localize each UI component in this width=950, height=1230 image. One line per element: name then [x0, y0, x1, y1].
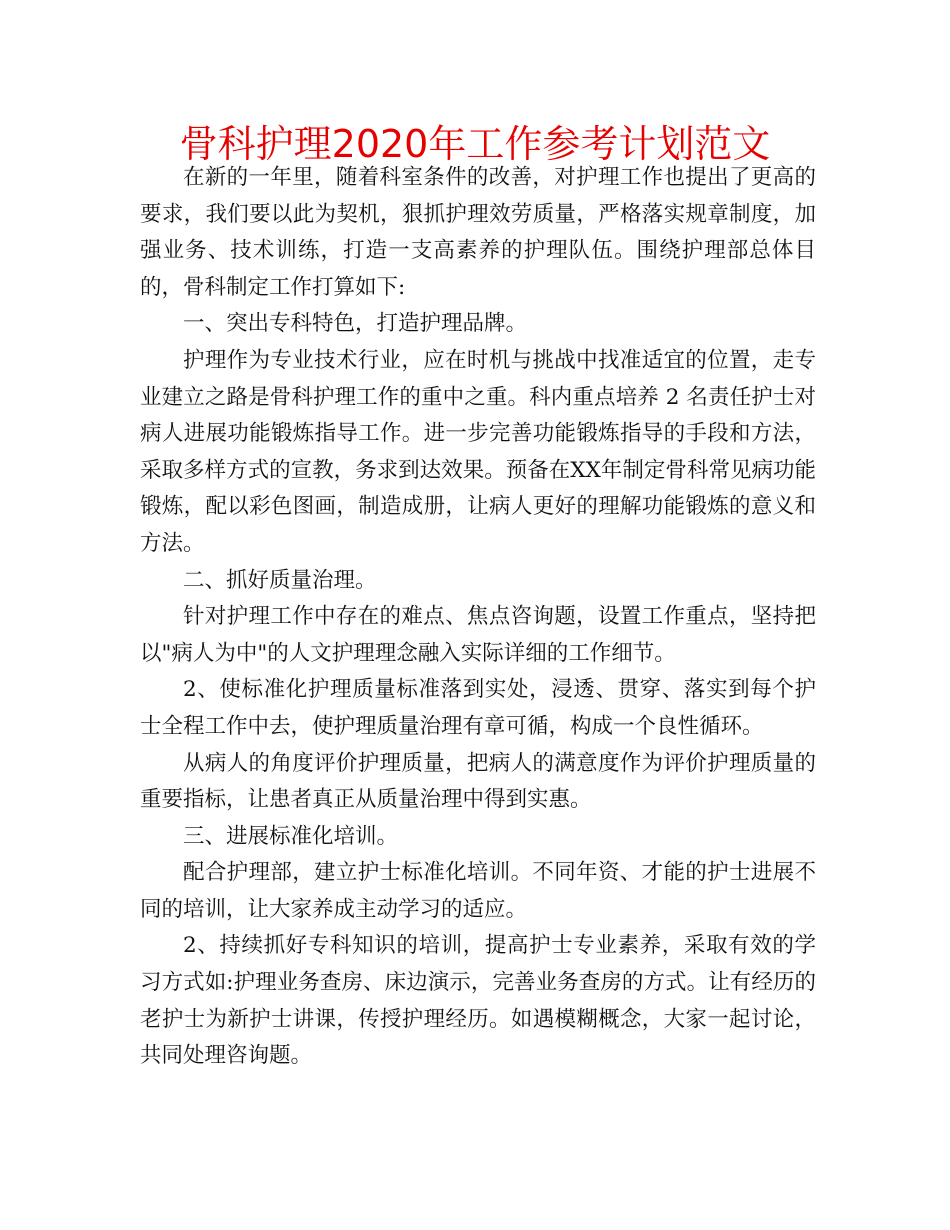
paragraph: 护理作为专业技术行业，应在时机与挑战中找准适宜的位置，走专业建立之路是骨科护理工作的重中之重。科内重点培养 2 名责任护士对病人进展功能锻炼指导工作。进一步完善功能锻炼指导的手段和方法，采取多样方式的宣教，务求到达效果。预备在XX年制定骨科常见病功能锻炼，配以彩色图画，制造成册，让病人更好的理解功能锻炼的意义和方法。: [140, 347, 816, 556]
section-heading: 三、进展标准化培训。: [183, 823, 399, 849]
paragraph: 2、使标准化护理质量标准落到实处，浸透、贯穿、落实到每个护士全程工作中去，使护理质量治理有章可循，构成一个良性循环。: [140, 677, 816, 739]
section-heading: 一、突出专科特色，打造护理品牌。: [183, 311, 528, 337]
paragraph: 2、持续抓好专科知识的培训，提高护士专业素养，采取有效的学习方式如:护理业务查房、床边演示，完善业务查房的方式。让有经历的老护士为新护士讲课，传授护理经历。如遇模糊概念，大家一起讨论，共同处理咨询题。: [140, 933, 816, 1069]
document-title: 骨科护理2020年工作参考计划范文: [179, 122, 771, 166]
section-heading: 二、抓好质量治理。: [183, 567, 377, 593]
paragraph: 针对护理工作中存在的难点、焦点咨询题，设置工作重点，坚持把以"病人为中"的人文护理理念融入实际详细的工作细节。: [140, 604, 816, 666]
paragraph: 配合护理部，建立护士标准化培训。不同年资、才能的护士进展不同的培训，让大家养成主动学习的适应。: [140, 860, 816, 922]
paragraph: 从病人的角度评价护理质量，把病人的满意度作为评价护理质量的重要指标，让患者真正从质量治理中得到实惠。: [140, 750, 816, 813]
document-body: [140, 160, 816, 1075]
paragraph: 在新的一年里，随着科室条件的改善，对护理工作也提出了更高的要求，我们要以此为契机，狠抓护理效劳质量，严格落实规章制度，加强业务、技术训练，打造一支高素养的护理队伍。围绕护理部总体目的，骨科制定工作打算如下:: [140, 165, 816, 300]
